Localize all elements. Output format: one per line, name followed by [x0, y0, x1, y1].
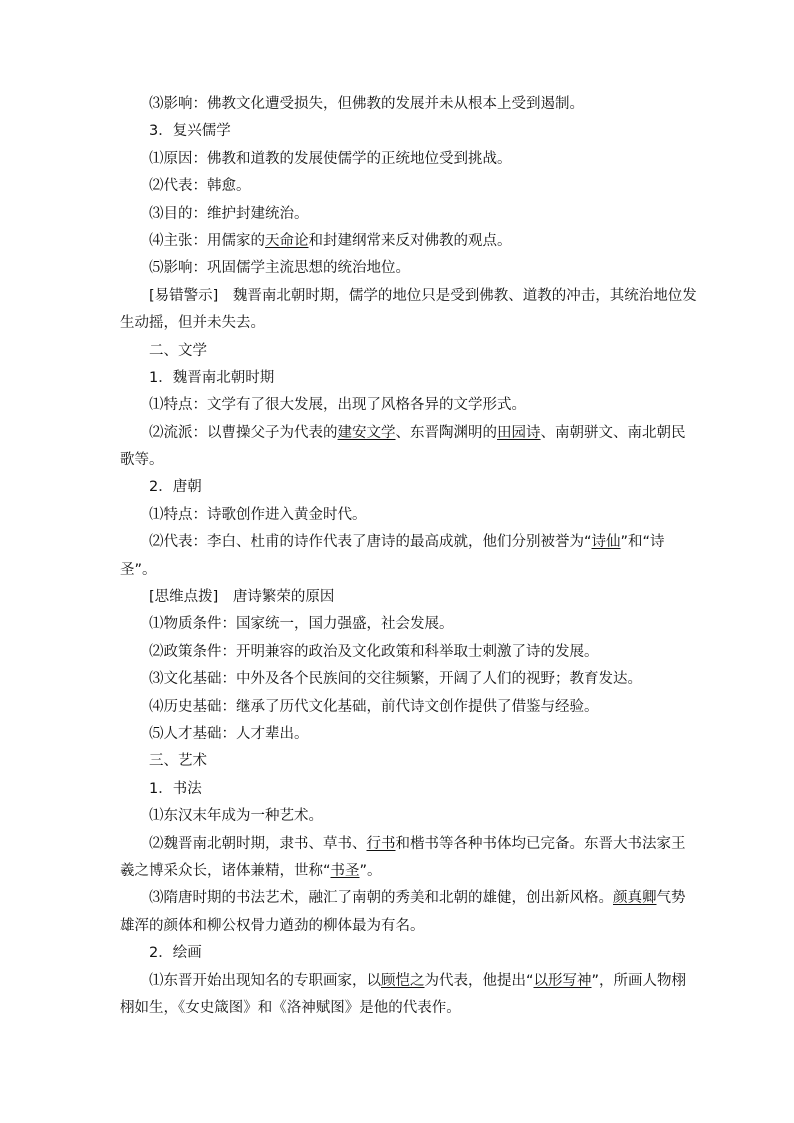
text-run: ⑵魏晋南北朝时期，隶书、草书、 [149, 835, 367, 852]
underlined-term: 行书 [366, 835, 396, 852]
underlined-term: 诗仙 [591, 534, 621, 551]
text-run: 圣”。 [120, 561, 157, 578]
text-run: ⑸人才基础：人才辈出。 [149, 725, 309, 742]
text-line [120, 940, 680, 967]
underlined-term: 天命论 [265, 232, 309, 249]
text-run: 栩如生，《女史箴图》和《洛神赋图》是他的代表作。 [120, 999, 461, 1016]
text-line [120, 283, 697, 310]
underlined-term: 田园诗 [497, 424, 541, 441]
underlined-term: 书圣 [330, 862, 360, 879]
document-body [120, 91, 697, 1022]
text-run: 三、艺术 [149, 753, 207, 770]
text-line [120, 228, 680, 255]
text-run: ⑷历史基础：继承了历代文化基础，前代诗文创作提供了借鉴与经验。 [149, 698, 599, 715]
text-line [120, 91, 680, 118]
text-line [120, 803, 680, 830]
text-run: ⑵政策条件：开明兼容的政治及文化政策和科举取士刺激了诗的发展。 [149, 643, 599, 660]
text-run: ⑷主张：用儒家的 [149, 232, 265, 249]
text-run: 和封建纲常来反对佛教的观点。 [308, 232, 512, 249]
text-run: ⑶文化基础：中外及各个民族间的交往频繁，开阔了人们的视野；教育发达。 [149, 671, 642, 688]
text-run: 3．复兴儒学 [149, 123, 231, 140]
text-line [120, 858, 680, 885]
text-run: 气势 [656, 890, 686, 907]
text-run: ⑴东汉末年成为一种艺术。 [149, 808, 323, 825]
text-run: 羲之博采众长，诸体兼精，世称“ [120, 862, 331, 879]
text-line [120, 310, 680, 337]
text-run: 、东晋陶渊明的 [395, 424, 497, 441]
text-run: ”，所画人物栩 [591, 972, 687, 989]
underlined-term: 顾恺之 [381, 972, 425, 989]
text-line [120, 118, 680, 145]
text-run: 和楷书等各种书体均已完备。东晋大书法家王 [395, 835, 686, 852]
underlined-term: 颜真卿 [613, 890, 657, 907]
text-line [120, 173, 680, 200]
text-run: 歌等。 [120, 452, 164, 469]
text-run: [易错警示] 魏晋南北朝时期，儒学的地位只是受到佛教、道教的冲击，其统治地位发 [149, 287, 697, 304]
text-line [120, 666, 680, 693]
text-run: ⑵代表：韩愈。 [149, 178, 251, 195]
text-run: 2．绘画 [149, 945, 202, 962]
text-run: ⑵流派：以曹操父子为代表的 [149, 424, 338, 441]
text-run: ⑴特点：诗歌创作进入黄金时代。 [149, 506, 367, 523]
text-run: 为代表，他提出“ [424, 972, 534, 989]
text-line [120, 611, 680, 638]
text-line [120, 748, 680, 775]
text-run: ⑶隋唐时期的书法艺术，融汇了南朝的秀美和北朝的雄健，创出新风格。 [149, 890, 613, 907]
text-line [120, 557, 680, 584]
text-line [120, 968, 687, 995]
text-run: 1．书法 [149, 780, 202, 797]
text-run: ⑴特点：文学有了很大发展，出现了风格各异的文学形式。 [149, 397, 526, 414]
text-line [120, 365, 680, 392]
text-line [120, 474, 680, 501]
text-line [120, 338, 680, 365]
text-line [120, 776, 680, 803]
text-line [120, 721, 680, 748]
text-line [120, 201, 680, 228]
text-line [120, 831, 686, 858]
text-run: ⑶目的：维护封建统治。 [149, 205, 309, 222]
text-run: ”和“诗 [620, 534, 665, 551]
text-run: 、南朝骈文、南北朝民 [540, 424, 686, 441]
text-run: 雄浑的颜体和柳公权骨力遒劲的柳体最为有名。 [120, 917, 425, 934]
text-run: 二、文学 [149, 342, 207, 359]
text-line [120, 255, 680, 282]
text-run: ⑸影响：巩固儒学主流思想的统治地位。 [149, 260, 410, 277]
text-line [120, 885, 686, 912]
text-run: ⑴物质条件：国家统一，国力强盛，社会发展。 [149, 616, 454, 633]
text-line [120, 420, 686, 447]
text-run: [思维点拨] 唐诗繁荣的原因 [149, 589, 335, 606]
text-line [120, 995, 680, 1022]
text-line [120, 913, 680, 940]
text-line [120, 529, 680, 556]
text-run: ⑶影响：佛教文化遭受损失，但佛教的发展并未从根本上受到遏制。 [149, 96, 584, 112]
text-run: 1．魏晋南北朝时期 [149, 369, 275, 386]
text-run: 生动摇，但并未失去。 [120, 315, 265, 332]
text-run: ”。 [359, 862, 382, 879]
text-line [120, 639, 680, 666]
text-run: 2．唐朝 [149, 479, 202, 496]
text-line [120, 447, 680, 474]
text-run: ⑴原因：佛教和道教的发展使儒学的正统地位受到挑战。 [149, 150, 512, 167]
text-run: ⑵代表：李白、杜甫的诗作代表了唐诗的最高成就，他们分别被誉为“ [149, 534, 592, 551]
text-line [120, 392, 680, 419]
text-line [120, 694, 680, 721]
underlined-term: 建安文学 [337, 424, 396, 441]
underlined-term: 以形写神 [533, 972, 592, 989]
text-line [120, 502, 680, 529]
text-line [120, 584, 680, 611]
text-line [120, 146, 680, 173]
text-run: ⑴东晋开始出现知名的专职画家，以 [149, 972, 381, 989]
